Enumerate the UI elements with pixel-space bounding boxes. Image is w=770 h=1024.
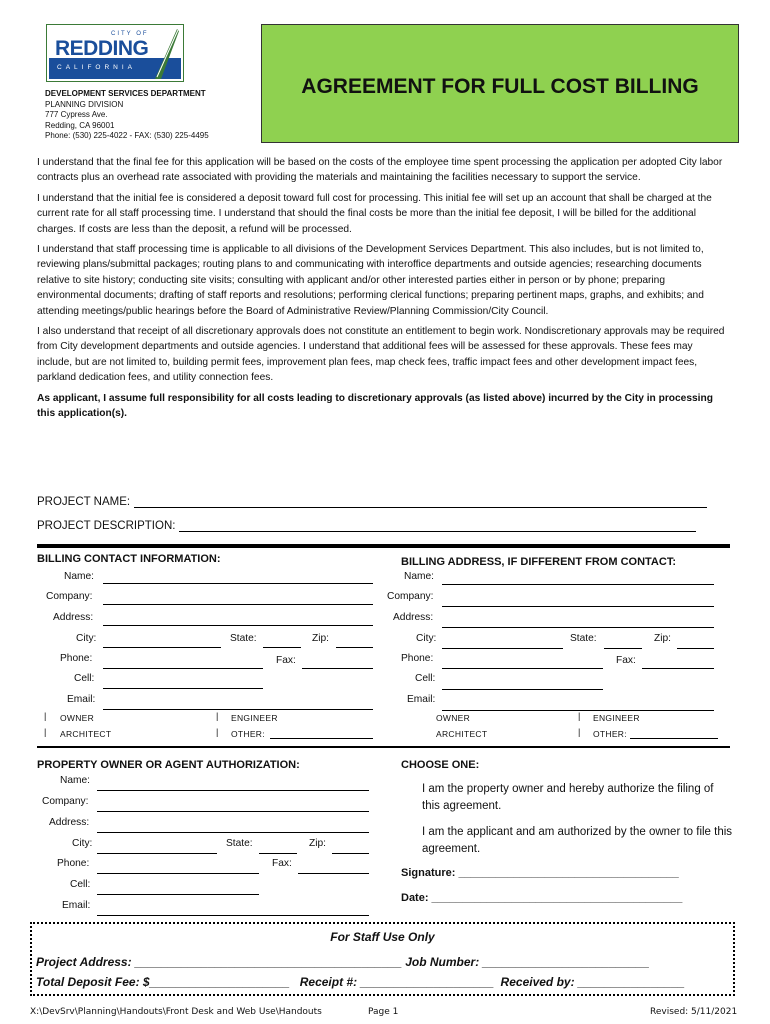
city-logo (46, 24, 184, 82)
contact-engineer-checkbox[interactable]: | (216, 711, 219, 721)
owner-company-field[interactable] (97, 811, 369, 812)
staff-project-address-line[interactable]: Project Address: ________________________________________ Job Number: _________________________ (36, 955, 650, 969)
option-applicant[interactable]: I am the applicant and am authorized by the owner to file this agreement. (422, 826, 733, 855)
billing-contact-heading: BILLING CONTACT INFORMATION: (37, 553, 221, 565)
agreement-text (37, 155, 727, 427)
billing-zip-label: Zip: (654, 633, 671, 644)
contact-company-field[interactable] (103, 604, 373, 605)
project-name-label: PROJECT NAME: (37, 496, 131, 508)
project-name-row (37, 496, 707, 508)
contact-owner-label: OWNER (60, 713, 95, 723)
owner-city-label: City: (72, 838, 93, 849)
logo-top-text: CITY OF (111, 31, 149, 37)
owner-state-label: State: (226, 838, 253, 849)
contact-state-field[interactable] (263, 647, 301, 648)
owner-address-field[interactable] (97, 832, 369, 833)
project-description-row (37, 520, 696, 532)
owner-address-label: Address: (49, 817, 90, 828)
billing-other-field[interactable] (630, 738, 718, 739)
billing-address-heading: BILLING ADDRESS, IF DIFFERENT FROM CONTACT: (401, 556, 676, 568)
owner-fax-field[interactable] (298, 873, 369, 874)
billing-company-field[interactable] (442, 606, 714, 607)
billing-phone-label: Phone: (401, 653, 434, 664)
owner-zip-field[interactable] (332, 853, 369, 854)
staff-use-box (30, 922, 735, 996)
street-address: 777 Cypress Ave. (45, 110, 108, 119)
project-description-label: PROJECT DESCRIPTION: (37, 520, 176, 532)
billing-address-label: Address: (393, 612, 434, 623)
billing-zip-field[interactable] (677, 648, 714, 649)
choose-one-heading: CHOOSE ONE: (401, 759, 480, 771)
contact-state-label: State: (230, 633, 257, 644)
contact-address-label: Address: (53, 612, 94, 623)
paragraph-discretionary: I also understand that receipt of all discretionary approvals does not constitute an entitlement to begin work. Nondiscretionary approvals may be required from City development departments and outside agencies. I understand that additional fees will be assessed for these approvals. These fees may include, but are not limited to, building permit fees, improvement plan fees, map check fees, traffic impact fees and other development impact fees, parkland dedication fees, and utility connection fees. (37, 326, 725, 384)
footer-revised-date: Revised: 5/11/2021 (650, 1007, 738, 1017)
billing-city-field[interactable] (442, 648, 563, 649)
department-address-block (45, 89, 209, 142)
footer-file-path: X:\DevSrv\Planning\Handouts\Front Desk and Web Use\Handouts (30, 1007, 322, 1017)
contact-email-label: Email: (67, 694, 96, 705)
contact-name-field[interactable] (103, 583, 373, 584)
billing-engineer-label: ENGINEER (593, 713, 640, 723)
contact-name-label: Name: (64, 571, 95, 582)
logo-word: REDDING (55, 37, 149, 60)
logo-bottom-text: CALIFORNIA (57, 64, 137, 71)
contact-fax-field[interactable] (302, 668, 373, 669)
billing-other-checkbox[interactable]: | (578, 727, 581, 737)
owner-phone-field[interactable] (97, 873, 259, 874)
owner-cell-label: Cell: (70, 879, 91, 890)
owner-fax-label: Fax: (272, 858, 292, 869)
contact-phone-label: Phone: (60, 653, 93, 664)
owner-email-label: Email: (62, 900, 91, 911)
owner-name-field[interactable] (97, 790, 369, 791)
contact-city-label: City: (76, 633, 97, 644)
billing-address-field[interactable] (442, 627, 714, 628)
owner-name-label: Name: (60, 775, 91, 786)
signature-line[interactable]: Signature: ____________________________________ (401, 867, 679, 879)
contact-cell-label: Cell: (74, 673, 95, 684)
billing-company-label: Company: (387, 591, 434, 602)
page-title: AGREEMENT FOR FULL COST BILLING (301, 75, 699, 98)
billing-email-label: Email: (407, 694, 436, 705)
footer-page-number: Page 1 (368, 1007, 399, 1017)
billing-name-label: Name: (404, 571, 435, 582)
contact-other-label: OTHER: (231, 729, 265, 739)
auth-divider (37, 746, 730, 748)
contact-phone-field[interactable] (103, 668, 263, 669)
billing-fax-field[interactable] (642, 668, 714, 669)
date-line[interactable]: Date: _________________________________________ (401, 892, 683, 904)
city-address: Redding, CA 96001 (45, 120, 115, 130)
owner-state-field[interactable] (259, 853, 297, 854)
billing-owner-label: OWNER (436, 713, 471, 723)
contact-architect-checkbox[interactable]: | (44, 727, 47, 737)
contact-zip-field[interactable] (336, 647, 373, 648)
owner-city-field[interactable] (97, 853, 217, 854)
contact-address-field[interactable] (103, 625, 373, 626)
billing-engineer-checkbox[interactable]: | (578, 711, 581, 721)
contact-engineer-label: ENGINEER (231, 713, 278, 723)
owner-phone-label: Phone: (57, 858, 90, 869)
owner-cell-field[interactable] (97, 894, 259, 895)
contact-city-field[interactable] (103, 647, 221, 648)
owner-company-label: Company: (42, 796, 89, 807)
billing-cell-field[interactable] (442, 689, 603, 690)
contact-cell-field[interactable] (103, 688, 263, 689)
staff-deposit-line[interactable]: Total Deposit Fee: $_____________________ Receipt #: ____________________ Received by: ________________ (36, 975, 685, 989)
paragraph-staff-time: I understand that staff processing time is applicable to all divisions of the Development Services Department. This also includes, but is not limited to, reviewing plans/submittal packages; routing plans to and communicating with interoffice departments and outside agencies; researching documents relative to site history; conducting site visits; consulting with applicant and/or other interested parties either in person or by phone; preparing environmental documents; drafting of staff reports and resolutions; performing clerical functions; preparing pertinent maps, graphs, and exhibits; and attending meetings/public hearings before the Board of Administrative Review/Planning Commission/City Council. (37, 244, 704, 317)
contact-architect-label: ARCHITECT (60, 729, 112, 739)
section-divider (37, 544, 730, 548)
billing-city-label: City: (416, 633, 437, 644)
title-banner (261, 24, 739, 143)
paragraph-final-fee: I understand that the final fee for this application will be based on the costs of the employee time spent processing the application per adopted City labor contracts plus an overhead rate associated with providing the materials and maintaining the facilities necessary to support the service. (37, 157, 723, 184)
billing-phone-field[interactable] (442, 668, 603, 669)
department-name: DEVELOPMENT SERVICES DEPARTMENT (45, 89, 206, 98)
billing-name-field[interactable] (442, 584, 714, 585)
bridge-mark-icon (151, 27, 179, 79)
billing-state-label: State: (570, 633, 597, 644)
staff-use-title: For Staff Use Only (330, 930, 435, 944)
contact-other-checkbox[interactable]: | (216, 727, 219, 737)
contact-owner-checkbox[interactable]: | (44, 711, 47, 721)
contact-zip-label: Zip: (312, 633, 329, 644)
project-name-field[interactable] (134, 496, 707, 508)
phone-fax: Phone: (530) 225-4022 - FAX: (530) 225-4495 (45, 131, 209, 140)
owner-zip-label: Zip: (309, 838, 326, 849)
paragraph-deposit: I understand that the initial fee is considered a deposit toward full cost for processing. This initial fee will set up an account that shall be charged at the current rate for all staff processing time. I understand that should the final costs be more than the initial fee deposit, I will be billed for the additional charges. If costs are less than the deposit, a refund will be processed. (37, 192, 712, 235)
contact-fax-label: Fax: (276, 655, 296, 666)
contact-email-field[interactable] (103, 709, 373, 710)
division-name: PLANNING DIVISION (45, 99, 124, 109)
project-description-field[interactable] (179, 520, 696, 532)
billing-architect-label: ARCHITECT (436, 729, 488, 739)
owner-email-field[interactable] (97, 915, 369, 916)
billing-cell-label: Cell: (415, 673, 436, 684)
owner-auth-heading: PROPERTY OWNER OR AGENT AUTHORIZATION: (37, 759, 300, 771)
billing-other-label: OTHER: (593, 729, 627, 739)
contact-company-label: Company: (46, 591, 93, 602)
contact-other-field[interactable] (270, 738, 373, 739)
billing-state-field[interactable] (604, 648, 642, 649)
logo-banner (49, 27, 181, 79)
responsibility-statement: As applicant, I assume full responsibility for all costs leading to discretionary approvals (as listed above) incurred by the City in processing this application(s). (37, 392, 713, 420)
option-property-owner[interactable]: I am the property owner and hereby authorize the filing of this agreement. (422, 783, 714, 812)
billing-fax-label: Fax: (616, 655, 636, 666)
